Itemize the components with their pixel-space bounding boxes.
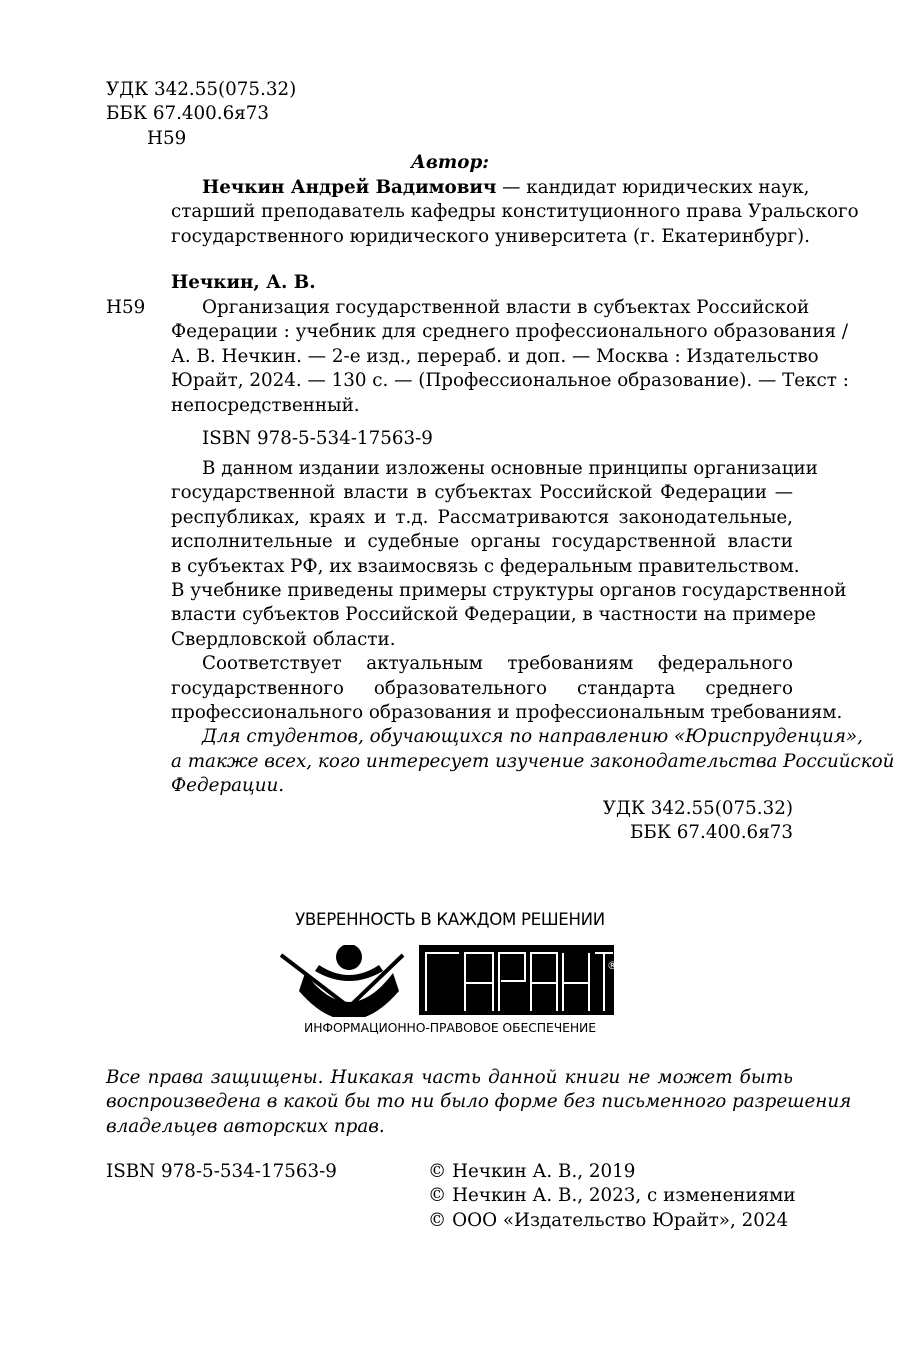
audience-line: Федерации.	[171, 775, 285, 797]
garant-slogan: УВЕРЕННОСТЬ В КАЖДОМ РЕШЕНИИ	[295, 910, 605, 929]
abstract-line: Соответствует актуальным требованиям федерального	[202, 653, 793, 675]
rights-line: воспроизведена в какой бы то ни было форме без письменного разрешения	[106, 1091, 852, 1113]
rights-line: владельцев авторских прав.	[106, 1115, 385, 1137]
author-heading: Автор:	[411, 152, 489, 173]
abstract-line: профессионального образования и профессиональным требованиям.	[171, 702, 843, 724]
udc-code-bottom: УДК 342.55(075.32)	[602, 798, 793, 819]
catalog-line: Федерации : учебник для среднего профессионального образования /	[171, 321, 849, 343]
catalog-description	[171, 296, 849, 418]
abstract-line: Свердловской области.	[171, 628, 396, 650]
catalog-line: непосредственный.	[171, 394, 360, 416]
audience-line: а также всех, кого интересует изучение законодательства Российской	[171, 750, 895, 772]
abstract-line: исполнительные и судебные органы государственной власти	[171, 531, 793, 553]
classification-block	[106, 78, 406, 151]
garant-ad	[279, 910, 621, 1036]
abstract-line: В учебнике приведены примеры структуры органов государственной	[171, 580, 847, 602]
abstract-line: власти субъектов Российской Федерации, в частности на примере	[171, 604, 816, 626]
author-line-1: Нечкин Андрей Вадимович — кандидат юридических наук,	[202, 177, 810, 198]
garant-wordmark	[419, 945, 618, 1015]
abstract-line: В данном издании изложены основные принципы организации	[202, 458, 818, 479]
rights-notice	[106, 1066, 852, 1139]
abstract-line: в субъектах РФ, их взаимосвязь с федеральным правительством.	[171, 555, 800, 577]
bbk-code-bottom: ББК 67.400.6я73	[629, 822, 793, 844]
garant-emblem-icon	[281, 945, 403, 1017]
copyright-list	[428, 1160, 796, 1233]
catalog-author: Нечкин, А. В.	[171, 272, 316, 293]
author-mark: Н59	[147, 127, 187, 149]
bbk-code: ББК 67.400.6я73	[106, 103, 270, 125]
author-line-3: государственного юридического университета (г. Екатеринбург).	[171, 225, 810, 247]
registered-mark: ®	[607, 959, 618, 972]
author-line-2: старший преподаватель кафедры конституционного права Уральского	[171, 201, 859, 223]
copyright-line: © Нечкин А. В., 2019	[428, 1161, 636, 1182]
catalog-isbn: ISBN 978-5-534-17563-9	[202, 428, 433, 449]
garant-subtitle: ИНФОРМАЦИОННО-ПРАВОВОЕ ОБЕСПЕЧЕНИЕ	[304, 1020, 596, 1035]
catalog-line: Организация государственной власти в субъектах Российской	[202, 297, 810, 318]
audience-line: Для студентов, обучающихся по направлению «Юриспруденция»,	[202, 726, 863, 748]
copyright-line: © Нечкин А. В., 2023, с изменениями	[428, 1185, 796, 1207]
garant-logo	[279, 945, 621, 1017]
author-name: Нечкин Андрей Вадимович	[202, 177, 497, 198]
catalog-line: А. В. Нечкин. — 2-е изд., перераб. и доп. — Москва : Издательство	[171, 345, 819, 367]
author-info	[171, 176, 859, 249]
abstract	[171, 457, 895, 799]
catalog-line: Юрайт, 2024. — 130 с. — (Профессиональное образование). — Текст :	[171, 370, 849, 392]
abstract-line: государственной власти в субъектах Российской Федерации —	[171, 482, 793, 504]
copyright-line: © ООО «Издательство Юрайт», 2024	[428, 1209, 789, 1231]
footer-isbn: ISBN 978-5-534-17563-9	[106, 1161, 337, 1182]
rights-line: Все права защищены. Никакая часть данной книги не может быть	[106, 1067, 793, 1088]
abstract-line: государственного образовательного стандарта среднего	[171, 677, 793, 699]
abstract-line: республиках, краях и т.д. Рассматриваются законодательные,	[171, 506, 793, 528]
classification-bottom	[493, 797, 793, 846]
udc-code: УДК 342.55(075.32)	[106, 79, 297, 100]
catalog-code: Н59	[106, 297, 146, 318]
